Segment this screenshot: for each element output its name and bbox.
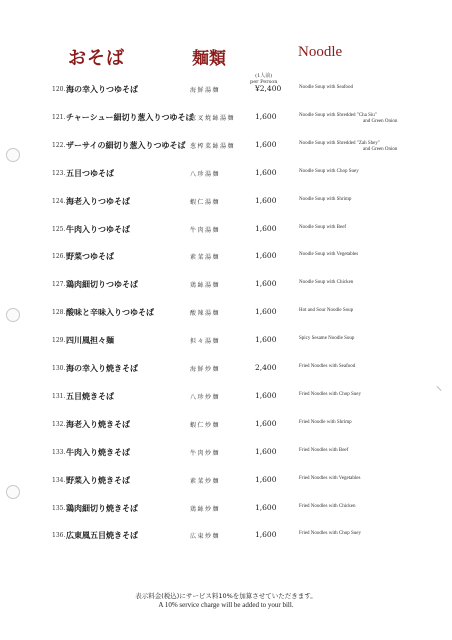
item-name-english bbox=[299, 531, 361, 537]
item-name-japanese: チャーシュー細切り葱入りつゆそば bbox=[66, 112, 194, 122]
item-price: 1,600 bbox=[255, 335, 277, 345]
item-name-english bbox=[299, 336, 354, 342]
item-number: 121. bbox=[52, 113, 66, 121]
item-number: 124. bbox=[52, 197, 66, 205]
menu-item bbox=[0, 329, 452, 353]
menu-item bbox=[0, 301, 452, 325]
item-name-english bbox=[299, 364, 355, 370]
heading-english: Noodle bbox=[298, 44, 343, 60]
item-name-english-line1: Fried Noodles with Beef bbox=[299, 447, 349, 453]
item-name-english-line1: Fried Noodle with Shrimp bbox=[299, 419, 352, 425]
item-name-english-line1: Noodle Soup with Shredded "Zah Shey" bbox=[299, 140, 380, 146]
footer-note-english: A 10% service charge will be added to your bill. bbox=[158, 601, 294, 609]
item-name-english bbox=[299, 504, 356, 510]
menu-item bbox=[0, 357, 452, 381]
menu-item bbox=[0, 524, 452, 548]
item-name-chinese: 牛肉炒麺 bbox=[190, 449, 221, 457]
footer-note-japanese: 表示料金(税込)にサービス料10%を加算させていただきます。 bbox=[135, 592, 317, 600]
item-name-japanese: ザーサイの細切り葱入りつゆそば bbox=[66, 140, 186, 150]
heading-chinese: 麺類 bbox=[192, 49, 226, 69]
item-name-english bbox=[299, 392, 361, 398]
item-name-english-line1: Noodle Soup with Shredded "Cha Siu" bbox=[299, 112, 377, 118]
item-price: 1,600 bbox=[255, 195, 277, 205]
item-price: 1,600 bbox=[255, 111, 277, 121]
item-name-chinese: 担々湯麺 bbox=[190, 338, 221, 346]
menu-item bbox=[0, 162, 452, 186]
menu-item bbox=[0, 469, 452, 493]
item-name-english-line1: Fried Noodles with Chicken bbox=[299, 503, 356, 509]
item-number: 131. bbox=[52, 392, 66, 400]
menu-item bbox=[0, 190, 452, 214]
item-name-english-line1: Noodle Soup with Shrimp bbox=[299, 196, 352, 202]
item-name-english-line1: Fried Noodles with Seafood bbox=[299, 364, 356, 369]
item-price: 1,600 bbox=[255, 474, 277, 484]
item-name-japanese: 野菜つゆそば bbox=[66, 252, 114, 262]
item-name-chinese: 海鮮湯麺 bbox=[190, 87, 221, 94]
item-number: 129. bbox=[52, 337, 66, 345]
item-name-english bbox=[299, 280, 353, 286]
menu-item bbox=[0, 385, 452, 409]
item-number: 133. bbox=[52, 448, 66, 456]
item-name-english bbox=[299, 85, 353, 91]
menu-item bbox=[0, 413, 452, 437]
item-name-japanese: 五目つゆそば bbox=[66, 168, 114, 178]
item-price: 1,600 bbox=[255, 251, 277, 261]
item-name-english-line1: Noodle Soup with Chicken bbox=[299, 280, 354, 286]
item-name-english-line1: Fried Noodles with Chop Suey bbox=[299, 391, 361, 397]
item-name-japanese: 鶏肉細切りつゆそば bbox=[66, 280, 138, 290]
item-name-english bbox=[299, 197, 351, 203]
item-name-english-line1: Noodle Soup with Beef bbox=[299, 224, 347, 230]
item-name-japanese: 海の幸入り焼きそば bbox=[66, 364, 138, 373]
heading-japanese: おそば bbox=[68, 48, 125, 69]
unit-note-en: per Person bbox=[250, 79, 278, 85]
menu-item bbox=[0, 78, 452, 102]
item-name-chinese: 牛肉湯麺 bbox=[190, 226, 221, 234]
item-name-japanese: 広東風五目焼きそば bbox=[66, 531, 138, 541]
item-number: 120. bbox=[52, 86, 66, 93]
item-number: 122. bbox=[52, 141, 66, 149]
item-price: 2,400 bbox=[255, 363, 277, 372]
item-name-chinese: 海鮮炒麺 bbox=[190, 366, 221, 373]
menu-item bbox=[0, 441, 452, 465]
item-number: 125. bbox=[52, 225, 66, 233]
item-name-chinese: 素菜湯麺 bbox=[190, 254, 221, 262]
item-price: 1,600 bbox=[255, 279, 277, 289]
item-name-japanese: 海の幸入りつゆそば bbox=[66, 85, 138, 94]
item-name-chinese: 酸辣湯麺 bbox=[190, 310, 221, 318]
item-price: 1,600 bbox=[255, 530, 277, 540]
item-name-english-line1: Fried Noodles with Vegetables bbox=[299, 475, 361, 481]
item-name-chinese: 鶏絲炒麺 bbox=[190, 505, 221, 513]
item-number: 135. bbox=[52, 504, 66, 512]
item-name-chinese: 葱叉焼絲湯麺 bbox=[190, 114, 236, 122]
item-price: 1,600 bbox=[255, 139, 277, 149]
item-name-chinese: 蝦仁炒麺 bbox=[190, 421, 221, 429]
item-name-japanese: 五目焼きそば bbox=[66, 391, 114, 401]
item-name-english bbox=[299, 252, 358, 258]
item-name-japanese: 鶏肉細切り焼きそば bbox=[66, 503, 138, 513]
item-name-english bbox=[299, 308, 353, 314]
item-name-japanese: 野菜入り焼きそば bbox=[66, 475, 130, 485]
item-name-english-line1: Fried Noodles with Chop Suey bbox=[299, 531, 361, 537]
item-price: 1,600 bbox=[255, 446, 277, 456]
item-number: 126. bbox=[52, 253, 66, 261]
item-name-chinese: 広東炒麺 bbox=[190, 533, 221, 541]
item-number: 132. bbox=[52, 420, 66, 428]
menu-item bbox=[0, 497, 452, 521]
item-name-japanese: 牛肉入りつゆそば bbox=[66, 224, 130, 234]
item-name-english-line1: Spicy Sesame Noodle Soup bbox=[299, 336, 355, 342]
menu-item bbox=[0, 273, 452, 297]
item-name-japanese: 酸味と辛味入りつゆそば bbox=[66, 308, 154, 318]
item-name-english-line1: Hot and Sour Noodle Soup bbox=[299, 308, 354, 314]
item-name-chinese: 八珍炒麺 bbox=[190, 393, 221, 401]
item-name-english bbox=[299, 169, 359, 175]
item-name-chinese: 鶏絲湯麺 bbox=[190, 282, 221, 290]
item-name-english-line2: and Green Onion bbox=[363, 146, 398, 152]
item-number: 128. bbox=[52, 309, 66, 317]
item-name-english-line2: and Green Onion bbox=[363, 118, 398, 124]
item-price: 1,600 bbox=[255, 390, 277, 400]
item-price: 1,600 bbox=[255, 167, 277, 177]
unit-note-ja: (1人前) bbox=[255, 73, 273, 79]
item-name-chinese: 蝦仁湯麺 bbox=[190, 198, 221, 206]
item-price: 1,600 bbox=[255, 502, 277, 512]
item-name-english-line1: Noodle Soup with Seafood bbox=[299, 85, 354, 90]
item-name-english-line1: Noodle Soup with Vegetables bbox=[299, 252, 359, 258]
item-name-english bbox=[299, 141, 397, 153]
item-number: 130. bbox=[52, 365, 66, 372]
menu-item bbox=[0, 134, 452, 158]
item-name-english bbox=[299, 225, 346, 231]
item-name-japanese: 海老入りつゆそば bbox=[66, 196, 130, 206]
item-name-japanese: 四川風担々麺 bbox=[66, 336, 114, 346]
item-name-english-line1: Noodle Soup with Chop Suey bbox=[299, 168, 359, 174]
item-name-chinese: 八珍湯麺 bbox=[190, 170, 221, 178]
item-name-chinese: 葱榨菜絲湯麺 bbox=[190, 142, 236, 150]
item-price: ¥2,400 bbox=[255, 84, 282, 93]
item-price: 1,600 bbox=[255, 223, 277, 233]
item-price: 1,600 bbox=[255, 418, 277, 428]
item-name-chinese: 素菜炒麺 bbox=[190, 477, 221, 485]
item-name-english bbox=[299, 448, 348, 454]
menu-item bbox=[0, 106, 452, 130]
item-price: 1,600 bbox=[255, 307, 277, 317]
item-name-japanese: 海老入り焼きそば bbox=[66, 419, 130, 429]
item-name-japanese: 牛肉入り焼きそば bbox=[66, 447, 130, 457]
menu-item bbox=[0, 245, 452, 269]
item-number: 134. bbox=[52, 476, 66, 484]
item-number: 127. bbox=[52, 281, 66, 289]
item-name-english bbox=[299, 113, 397, 125]
item-number: 136. bbox=[52, 532, 66, 540]
menu-item bbox=[0, 218, 452, 242]
item-name-english bbox=[299, 476, 360, 482]
item-number: 123. bbox=[52, 169, 66, 177]
item-name-english bbox=[299, 420, 352, 426]
